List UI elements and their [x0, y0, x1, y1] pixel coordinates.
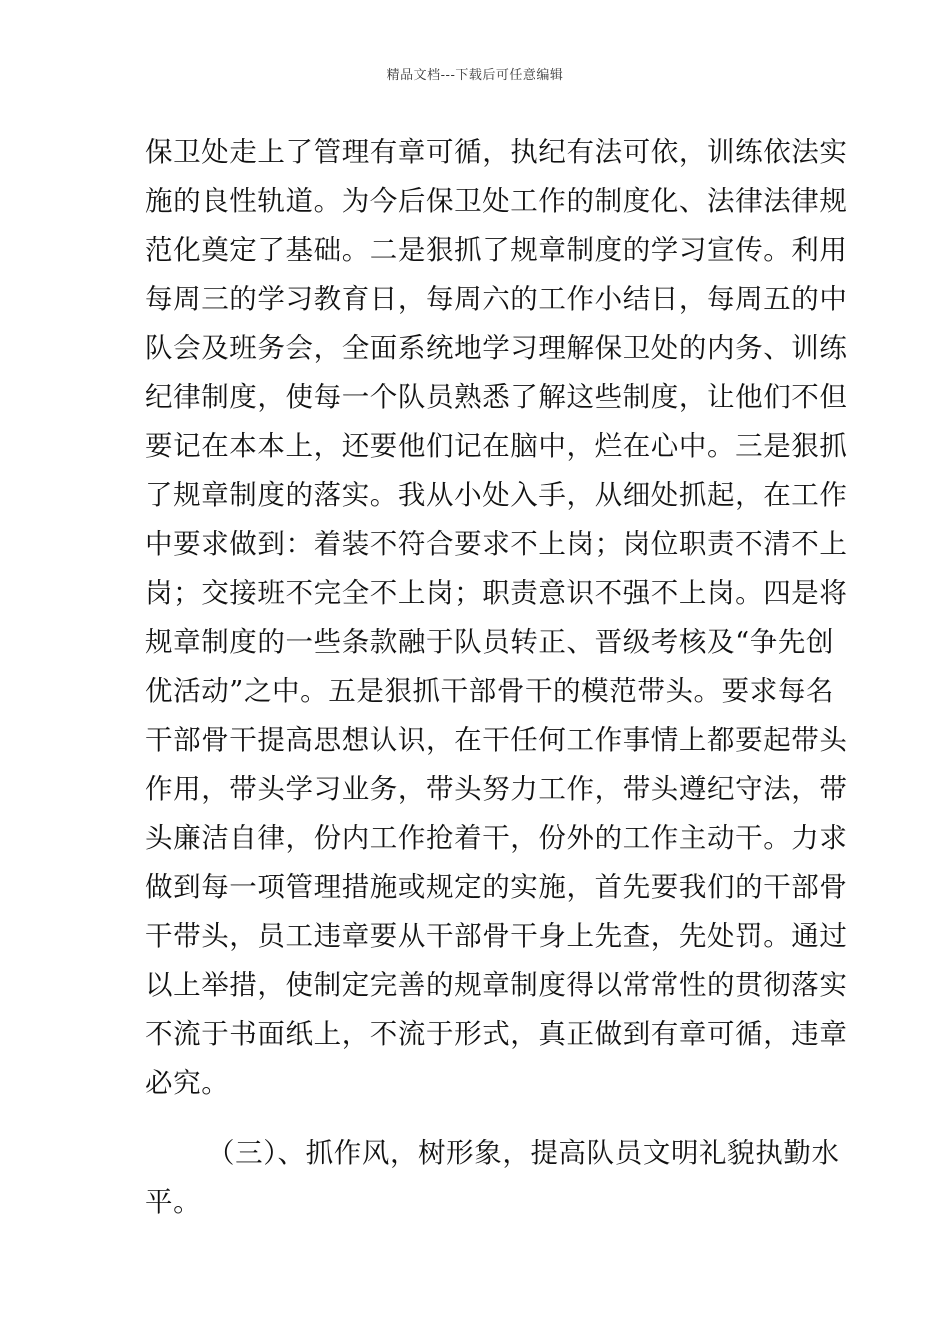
text-line: 中要求做到：着装不符合要求不上岗；岗位职责不清不上 — [145, 528, 848, 560]
text-line: 施的良性轨道。为今后保卫处工作的制度化、法律法律规 — [145, 185, 848, 217]
text-line: 以上举措，使制定完善的规章制度得以常常性的贯彻落实 — [145, 969, 848, 1001]
text-line: 岗；交接班不完全不上岗；职责意识不强不上岗。四是将 — [145, 577, 848, 609]
text-line: 平。 — [145, 1186, 202, 1218]
text-line: 必究。 — [145, 1067, 230, 1099]
text-line: 了规章制度的落实。我从小处入手，从细处抓起，在工作 — [145, 479, 848, 511]
paragraph — [145, 1129, 840, 1227]
text-line: 规章制度的一些条款融于队员转正、晋级考核及“争先创 — [145, 626, 835, 658]
text-line: 每周三的学习教育日，每周六的工作小结日，每周五的中 — [145, 283, 848, 315]
text-line: （三）、抓作风，树形象，提高队员文明礼貌执勤水 — [207, 1137, 840, 1169]
text-line: 不流于书面纸上，不流于形式，真正做到有章可循，违章 — [145, 1018, 848, 1050]
text-line: 干部骨干提高思想认识，在干任何工作事情上都要起带头 — [145, 724, 848, 756]
text-line: 干带头，员工违章要从干部骨干身上先查，先处罚。通过 — [145, 920, 848, 952]
text-line: 优活动”之中。五是狠抓干部骨干的模范带头。要求每名 — [145, 675, 835, 707]
paragraph — [145, 128, 848, 1108]
paragraph-gap — [145, 1108, 810, 1129]
document-body — [145, 128, 848, 1227]
page-header: 精品文档---下载后可任意编辑 — [386, 68, 564, 83]
text-line: 纪律制度，使每一个队员熟悉了解这些制度，让他们不但 — [145, 381, 848, 413]
text-line: 要记在本本上，还要他们记在脑中，烂在心中。三是狠抓 — [145, 430, 848, 462]
text-line: 作用，带头学习业务，带头努力工作，带头遵纪守法，带 — [145, 773, 848, 805]
text-line: 头廉洁自律，份内工作抢着干，份外的工作主动干。力求 — [145, 822, 848, 854]
text-line: 做到每一项管理措施或规定的实施，首先要我们的干部骨 — [145, 871, 848, 903]
text-line: 队会及班务会，全面系统地学习理解保卫处的内务、训练 — [145, 332, 848, 364]
text-line: 范化奠定了基础。二是狠抓了规章制度的学习宣传。利用 — [145, 234, 848, 266]
text-line: 保卫处走上了管理有章可循，执纪有法可依，训练依法实 — [145, 136, 848, 168]
